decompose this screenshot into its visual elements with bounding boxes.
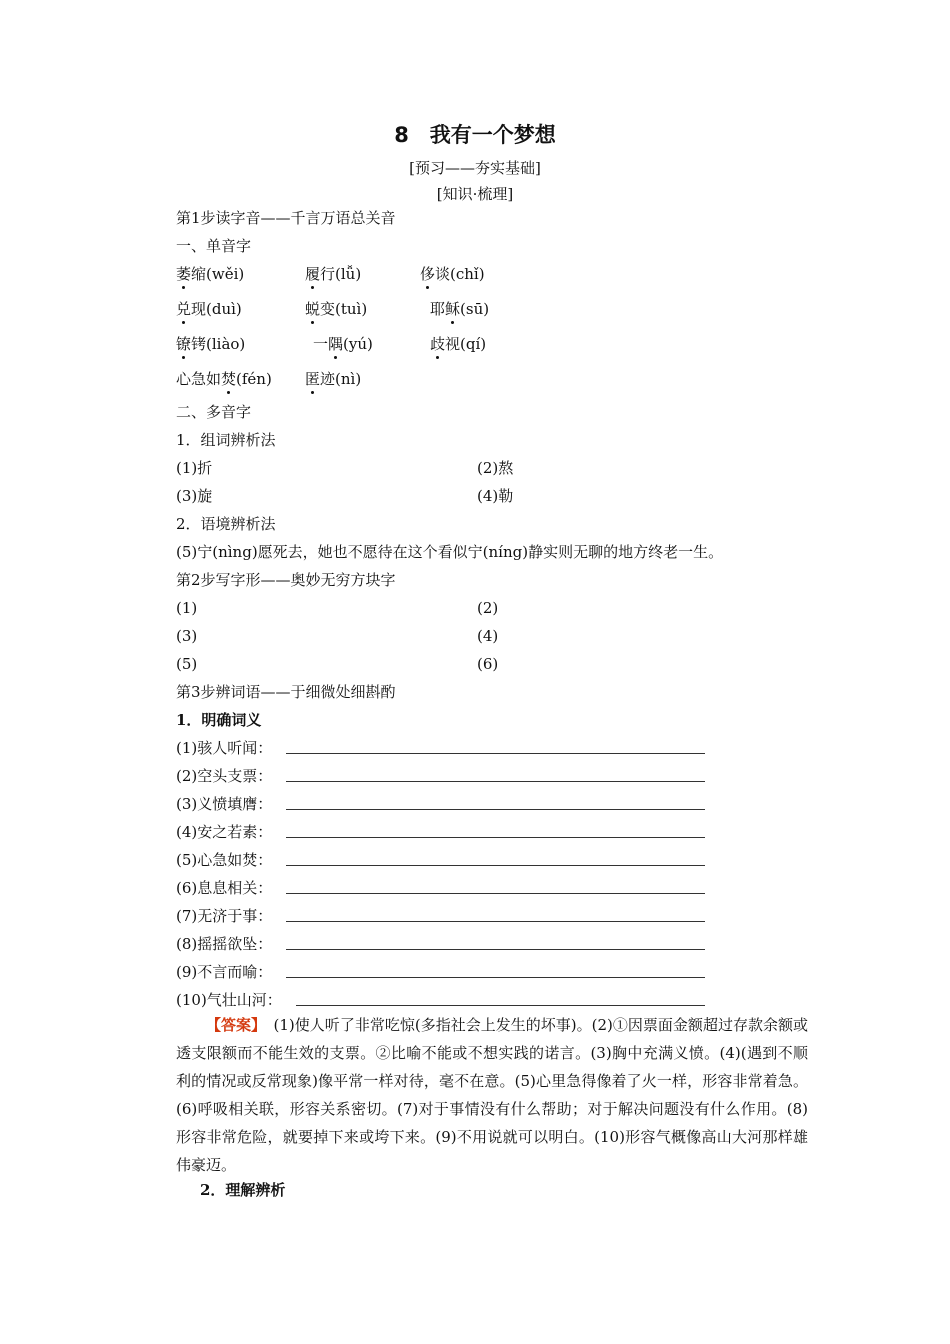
answer-blank-line bbox=[286, 753, 705, 754]
single-char-item: 侈谈(chǐ) bbox=[420, 265, 485, 283]
sub-tag: [知识·梳理] bbox=[436, 185, 514, 203]
answer-blank-line bbox=[286, 865, 705, 866]
word-item: (1)骇人听闻： bbox=[176, 739, 273, 757]
multi-item: (4)勒 bbox=[477, 487, 514, 505]
multi-method-1: 1．组词辨析法 bbox=[176, 431, 276, 449]
single-char-item: 耶稣(sū) bbox=[430, 300, 490, 318]
word-item: (9)不言而喻： bbox=[176, 963, 273, 981]
dotted-char: 隅 bbox=[328, 335, 344, 353]
section-tag: [预习——夯实基础] bbox=[409, 159, 541, 177]
dotted-char: 萎 bbox=[176, 265, 192, 283]
answer-blank-line bbox=[286, 977, 705, 978]
word-item: (3)义愤填膺： bbox=[176, 795, 273, 813]
dotted-char: 焚 bbox=[221, 370, 237, 388]
answer-blank-line bbox=[286, 781, 705, 782]
word-meaning-heading: 1．明确词义 bbox=[176, 711, 262, 729]
shape-item: (6) bbox=[477, 655, 499, 673]
word-item: (7)无济于事： bbox=[176, 907, 273, 925]
answer-text: (1)使人听了非常吃惊(多指社会上发生的坏事)。(2)①因票面金额超过存款余额或透支限额而不能生效的支票。②比喻不能或不想实践的诺言。(3)胸中充满义愤。(4)(遇到不顺利的情况或反常现象)像平常一样对待，毫不在意。(5)心里急得像着了火一样，形容非常着急。(6)呼吸相关联，形容关系密切。(7)对于事情没有什么帮助；对于解决问题没有什么作用。(8)形容非常危险，就要掉下来或垮下来。(9)不用说就可以明白。(10)形容气概像高山大河那样雄伟豪迈。 bbox=[176, 1016, 808, 1174]
single-char-item: 歧视(qí) bbox=[430, 335, 487, 353]
answer-blank-line bbox=[286, 809, 705, 810]
shape-item: (2) bbox=[477, 599, 499, 617]
step2-heading: 第2步写字形——奥妙无穷方块字 bbox=[176, 571, 396, 589]
step3-heading: 第3步辨词语——于细微处细斟酌 bbox=[176, 683, 396, 701]
answer-blank-line bbox=[296, 1005, 705, 1006]
shape-item: (4) bbox=[477, 627, 499, 645]
multi-item: (1)折 bbox=[176, 459, 213, 477]
dotted-char: 匿 bbox=[305, 370, 321, 388]
shape-item: (5) bbox=[176, 655, 198, 673]
single-char-item: 匿迹(nì) bbox=[305, 370, 362, 388]
word-item: (2)空头支票： bbox=[176, 767, 273, 785]
word-item: (4)安之若素： bbox=[176, 823, 273, 841]
dotted-char: 镣 bbox=[176, 335, 192, 353]
answer-blank-line bbox=[286, 921, 705, 922]
single-char-item: 履行(lǚ) bbox=[305, 265, 362, 283]
word-item: (6)息息相关： bbox=[176, 879, 273, 897]
dotted-char: 蜕 bbox=[305, 300, 321, 318]
word-item: (5)心急如焚： bbox=[176, 851, 273, 869]
word-item: (8)摇摇欲坠： bbox=[176, 935, 273, 953]
single-char-item: 镣铐(liào) bbox=[176, 335, 246, 353]
answer-blank-line bbox=[286, 837, 705, 838]
single-char-item: 蜕变(tuì) bbox=[305, 300, 368, 318]
answer-blank-line bbox=[286, 949, 705, 950]
dotted-char: 歧 bbox=[430, 335, 446, 353]
shape-item: (1) bbox=[176, 599, 198, 617]
multi-item: (2)熬 bbox=[477, 459, 514, 477]
dotted-char: 侈 bbox=[420, 265, 436, 283]
dotted-char: 稣 bbox=[445, 300, 461, 318]
page-title: 8 我有一个梦想 bbox=[394, 123, 556, 147]
understanding-heading: 2．理解辨析 bbox=[200, 1181, 286, 1199]
shape-item: (3) bbox=[176, 627, 198, 645]
multi-item: (3)旋 bbox=[176, 487, 213, 505]
dotted-char: 履 bbox=[305, 265, 321, 283]
word-item: (10)气壮山河： bbox=[176, 991, 282, 1009]
multi-heading: 二、多音字 bbox=[176, 403, 252, 421]
answer-paragraph bbox=[176, 1011, 808, 1179]
single-char-item: 心急如焚(fén) bbox=[176, 370, 272, 388]
single-char-item: 兑现(duì) bbox=[176, 300, 242, 318]
single-char-item: 一隅(yú) bbox=[313, 335, 373, 353]
answer-blank-line bbox=[286, 893, 705, 894]
dotted-char: 兑 bbox=[176, 300, 192, 318]
single-char-item: 萎缩(wěi) bbox=[176, 265, 245, 283]
single-heading: 一、单音字 bbox=[176, 237, 252, 255]
step1-heading: 第1步读字音——千言万语总关音 bbox=[176, 209, 396, 227]
multi-method-2: 2．语境辨析法 bbox=[176, 515, 276, 533]
context-sentence: (5)宁(nìng)愿死去，她也不愿待在这个看似宁(níng)静实则无聊的地方终老一生。 bbox=[176, 543, 724, 561]
answer-label: 【答案】 bbox=[206, 1016, 259, 1034]
